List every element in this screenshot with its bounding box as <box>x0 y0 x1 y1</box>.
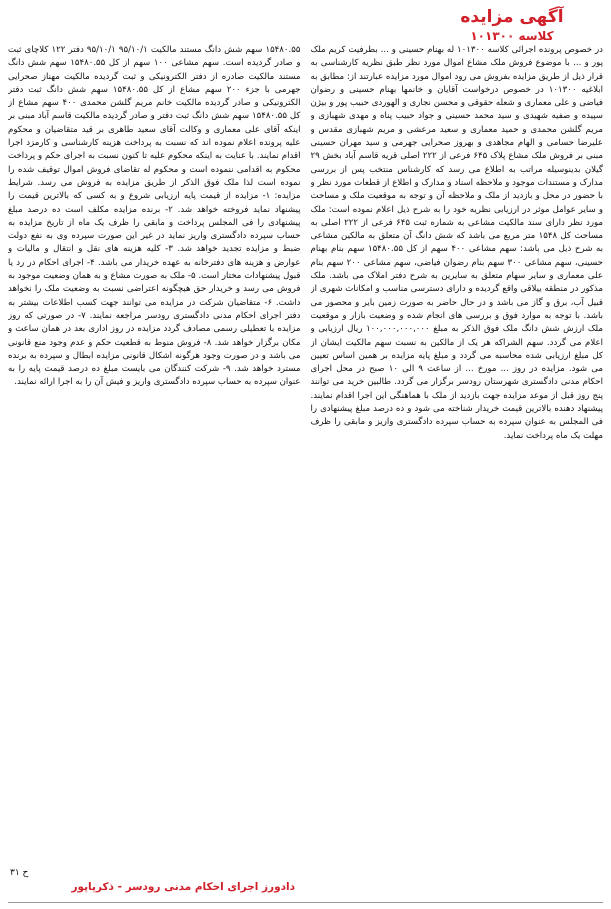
right-column-text: در خصوص پرونده اجرائی کلاسه ۱۰۱۳۰۰ له بهنام حسینی و ... بطرفیت کریم ملک پور و ... با موضوع فروش ملک مشاع اموال مورد نظر طبق نظریه کارشناسی به قرار ذیل از طریق مزایده بفروش می رود اموال مورد مزایده عبارتند از: مطابق به ابلاغیه ۱۰۱۳۰۰ در خصوص درخواست آقایان و خانمها بهنام حسینی و رضوان فیاضی و علی معماری و شعله حقوقی و محسن نجاری و الهوردی حبیب پور و بیژن سپیده و صفیه شهیدی و سید محمد حسینی و جواد حبیب پناه و مهدی شهبازی و مریم گلشن محمدی و حمید معماری و سعید مرعشی و مریم شهبازی مقدس و علیرضا حسامی و الهام مجاهدی و بهروز صحرایی جهرمی و سید مهران حسینی مبنی بر فروش ملک مشاع پلاک ۶۴۵ فرعی از ۲۲۲ اصلی قریه قاسم آباد بخش ۲۹ گیلان بدینوسیله مراتب به اطلاع می رسد که کارشناس منتخب پس از بررسی مدارک و مستندات موجود و ملاحظه اسناد و مدارک و اطلاع از قطعات مورد نظر و با حضور در محل و بازدید از ملک و ملاحظه آن و توجه به موقعیت ملک و مساحت و سایر عوامل موثر در ارزیابی نظریه خود را به شرح ذیل اعلام نموده است: ملک مورد نظر دارای سند مالکیت مشاعی به شماره ثبت ۶۴۵ فرعی از ۲۲۲ اصلی به مساحت کل ۱۵۴۸ متر مربع می باشد که شش دانگ آن متعلق به مالکین مشاعی به شرح ذیل می باشد: سهم مشاعی ۴۰۰ سهم از کل ۱۵۴۸۰.۵۵ سهم بنام بهنام حسینی، سهم مشاعی ۳۰۰ سهم بنام رضوان فیاضی، سهم مشاعی ۲۰۰ سهم بنام علی معماری و سایر سهام متعلق به سایرین به شرح دفتر املاک می باشد. ملک مذکور در منطقه ییلاقی واقع گردیده و دارای دسترسی مناسب و امکانات شهری از قبیل آب، برق و گاز می باشد و در حال حاضر به صورت زمین بایر و محصور می باشد. با توجه به موارد فوق و بررسی های انجام شده و وضعیت بازار و موقعیت ملک ارزش شش دانگ ملک فوق الذکر به مبلغ ۱۰۰,۰۰۰,۰۰۰,۰۰۰ ریال ارزیابی و اعلام می گردد. سهم الشراکه هر یک از مالکین به نسبت سهم مالکیت ایشان از کل مبلغ ارزیابی شده محاسبه می گردد و مبلغ پایه مزایده بر همین اساس تعیین می شود. مزایده در روز ... مورخ ... از ساعت ۹ الی ۱۰ صبح در محل اجرای احکام مدنی دادگستری شهرستان رودسر برگزار می گردد. طالبین خرید می توانند پنج روز قبل از موعد مزایده جهت بازدید از ملک با هماهنگی این اجرا اقدام نمایند. پیشنهاد دهنده بالاترین قیمت خریدار شناخته می شود و ده درصد مبلغ پیشنهادی را فی المجلس به عنوان سپرده به حساب سپرده دادگستری واریز و مابقی را ظرف مهلت یک ماه پرداخت نماید. <box>310 45 603 441</box>
signature-line: دادورز اجرای احکام مدنی رودسر - ذکرپاپور <box>71 881 295 893</box>
page-number: ح ۳۱ <box>10 868 29 878</box>
case-number: کلاسه ۱۰۱۳۰۰ <box>470 29 554 43</box>
notice-body <box>8 44 603 864</box>
left-column-text: ۱۵۴۸۰.۵۵ سهم شش دانگ مستند مالکیت ۹۵/۱۰/۱ ۹۵/۱۰/۱ دفتر ۱۲۲ کلاچای ثبت و صادر گردیده است. سهم مشاعی ۱۰۰ سهم از کل ۱۵۴۸۰.۵۵ سهم شش دانگ مستند مالکیت صادره از دفتر الکترونیکی و ثبت گردیده مالکیت مهناز صحرایی جهرمی با جزء ۲۰۰ سهم مشاع از کل ۱۵۴۸۰.۵۵ سهم شش دانگ ثبت دفتر الکترونیکی و صادر گردیده مالکیت خانم مریم گلشن محمدی ۴۰۰ سهم مشاع از کل ۱۵۴۸۰.۵۵ سهم شش دانگ ثبت دفتر و صادر گردیده مالکیت قاسم آباد مبنی بر اینکه آقای علی معماری و وکالت آقای سعید طاهری بر قید متقاضیان و محکوم علیه پرونده اعلام نموده اند که نسبت به پرداخت هزینه کارشناسی و کارمزد اجرا اقدام نمایند. با عنایت به اینکه محکوم علیه تا کنون نسبت به اجرای حکم و پرداخت محکوم به اقدامی ننموده است و محکوم له تقاضای فروش اموال توقیف شده را نموده است لذا ملک فوق الذکر از طریق مزایده به فروش می رسد. شرایط مزایده: ۱- مزایده از قیمت پایه ارزیابی شروع و به کسی که بالاترین قیمت را پیشنهاد نماید فروخته خواهد شد. ۲- برنده مزایده مکلف است ده درصد مبلغ پیشنهادی را فی المجلس پرداخت و مابقی را ظرف یک ماه از تاریخ مزایده به حساب سپرده دادگستری واریز نماید در غیر این صورت سپرده وی به نفع دولت ضبط و مزایده تجدید خواهد شد. ۳- کلیه هزینه های نقل و انتقال و مالیات و عوارض و هزینه های دفترخانه به عهده خریدار می باشد. ۴- اجرای احکام در رد یا قبول پیشنهادات مختار است. ۵- ملک به صورت مشاع و به همان وضعیت موجود به فروش می رسد و خریدار حق هیچگونه اعتراضی نسبت به وضعیت ملک را نخواهد داشت. ۶- متقاضیان شرکت در مزایده می توانند جهت کسب اطلاعات بیشتر به دفتر اجرای احکام مدنی دادگستری رودسر مراجعه نمایند. ۷- در صورتی که روز مزایده با تعطیلی رسمی مصادف گردد مزایده در روز اداری بعد در همان ساعت و مکان برگزار خواهد شد. ۸- فروش منوط به قطعیت حکم و عدم وجود منع قانونی می باشد و در صورت وجود هرگونه اشکال قانونی مزایده ابطال و سپرده به برنده مسترد خواهد شد. ۹- شرکت کنندگان می بایست مبلغ ده درصد قیمت پایه را به عنوان سپرده به حساب سپرده دادگستری واریز و فیش آن را به اجرا ارائه نمایند. <box>8 45 301 388</box>
notice-footer <box>10 868 295 893</box>
notice-title: آگهی مزایده <box>460 7 564 27</box>
notice-header <box>427 6 597 44</box>
bottom-divider <box>8 902 603 903</box>
